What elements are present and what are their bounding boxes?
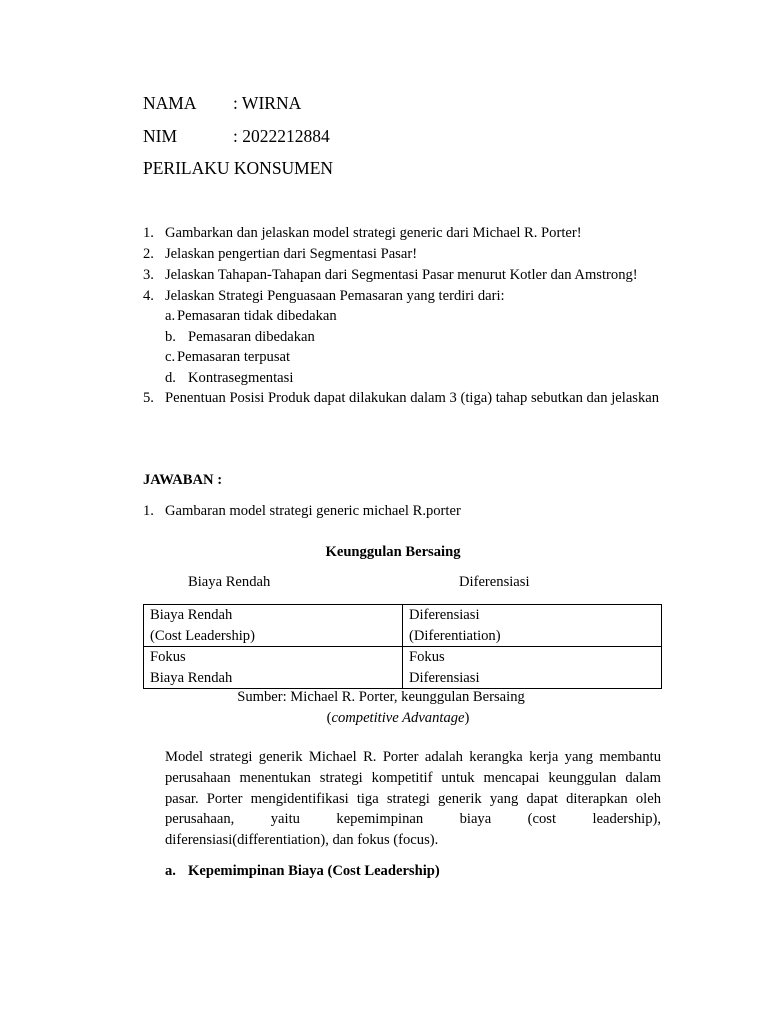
subitem-letter: a. — [165, 308, 176, 324]
nim-value: : 2022212884 — [233, 126, 330, 146]
answer-item-number: 1. — [143, 503, 154, 519]
answer-paragraph: Model strategi generik Michael R. Porter adalah kerangka kerja yang membantu perusahaan menentukan strategi kompetitif untuk mencapai keunggulan dalam pasar. Porter mengidentifikasi tiga strategi generik yang dapat diterapkan oleh perusahaan, yaitu kepemimpinan biaya (cost leadership), diferensiasi(differentiation), dan fokus (focus). — [165, 749, 661, 849]
porter-strategy-table — [143, 604, 662, 689]
table-row — [144, 605, 662, 647]
subitem-text: Kontrasegmentasi — [188, 370, 294, 386]
table-source-subtitle: (competitive Advantage) — [326, 710, 470, 726]
nim-label: NIM — [143, 126, 178, 146]
subitem-letter: c. — [165, 349, 176, 365]
document-page: NAMA : WIRNA NIM : 2022212884 PERILAKU KONSUMEN 1. Gambarkan dan jelaskan model strategi generic dari Michael R. Porter! 2. Jelaskan pengertian dari Segmentasi Pasar! 3. Jelaskan Tahapan-Tahapan dari Segmentasi Pasar menurut Kotler dan Amstrong! 4. Jelaskan Strategi Penguasaan Pemasaran yang terdiri dari: a. Pemasaran tidak dibedakan b. Pemasaran dibedakan c. Pemasaran terpusat d. Kontrasegmentasi 5. Penentuan Posisi Produk dapat dilakukan dalam 3 (tiga) tahap sebutkan dan jelaskan JAWABAN : 1. Gambaran model strategi generic michael R.porter Keunggulan Bersaing Biaya Rendah Diferensiasi Biaya Rendah (Cost Leadership) Diferensiasi (Diferentiation) Fokus Biaya Rendah Fokus Diferensiasi Sumber: Michael R. Porter, keunggulan Bersaing (competitive Advantage) Model strategi generik Michael R. Porter adalah kerangka kerja yang membantu perusahaan menentukan strategi kompetitif untuk mencapai keunggulan dalam pasar. Porter mengidentifikasi tiga strategi generik yang dapat diterapkan oleh perusahaan, yaitu kepemimpinan biaya (cost leadership), diferensiasi(differentiation), dan fokus (focus). a. Kepemimpinan Biaya (Cost Leadership) — [0, 0, 768, 1024]
subitem-text: Pemasaran terpusat — [177, 349, 291, 365]
answer-heading: JAWABAN : — [143, 472, 223, 488]
table-cell: Fokus Diferensiasi — [403, 647, 662, 689]
subitem-text: Pemasaran dibedakan — [188, 329, 315, 345]
table-source: Sumber: Michael R. Porter, keunggulan Bersaing — [237, 689, 525, 705]
column-label-left: Biaya Rendah — [188, 574, 271, 590]
table-row — [144, 647, 662, 689]
table-cell: Diferensiasi (Diferentiation) — [403, 605, 662, 647]
subitem-letter: d. — [165, 370, 176, 386]
subject-title: PERILAKU KONSUMEN — [143, 158, 334, 178]
answer-item-text: Gambaran model strategi generic michael R.porter — [165, 503, 461, 519]
nama-value: : WIRNA — [233, 93, 302, 113]
answer-subitem-letter: a. — [165, 863, 176, 879]
figure-title: Keunggulan Bersaing — [325, 544, 461, 560]
answer-subitem-heading: Kepemimpinan Biaya (Cost Leadership) — [188, 863, 440, 879]
subitem-letter: b. — [165, 329, 176, 345]
column-label-right: Diferensiasi — [459, 574, 530, 590]
table-cell: Biaya Rendah (Cost Leadership) — [144, 605, 403, 647]
table-cell: Fokus Biaya Rendah — [144, 647, 403, 689]
subitem-text: Pemasaran tidak dibedakan — [177, 308, 337, 324]
nama-label: NAMA — [143, 93, 197, 113]
